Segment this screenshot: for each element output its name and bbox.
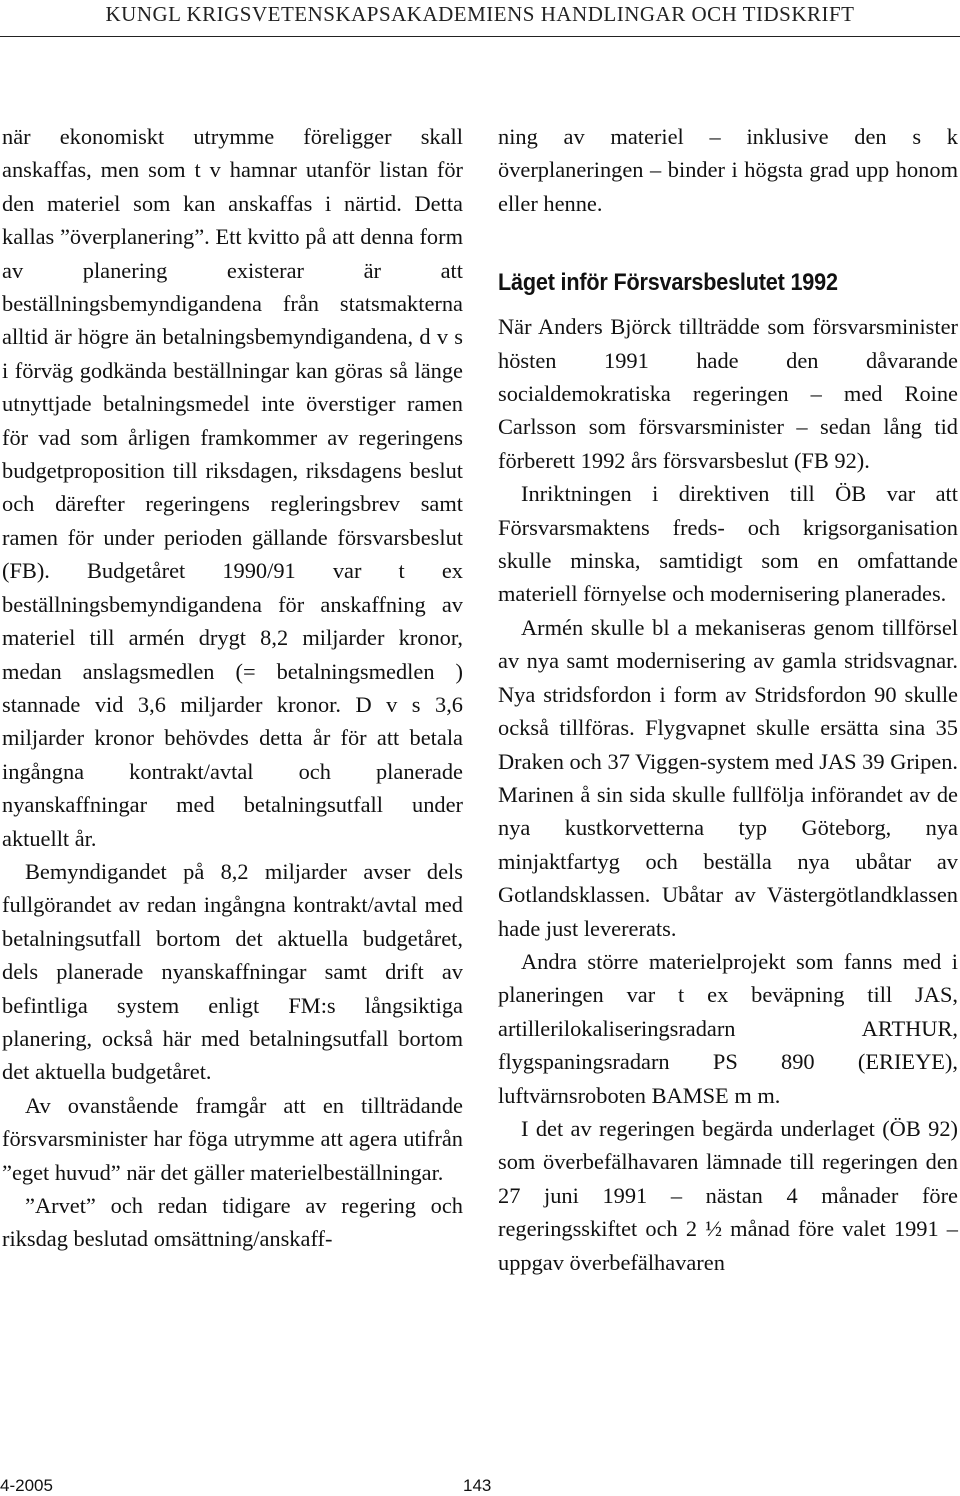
body-paragraph: ning av materiel – inklusive den s k överplaneringen – binder i högsta grad upp honom eller henne.	[498, 124, 958, 216]
right-column	[498, 120, 958, 1279]
body-paragraph: Armén skulle bl a mekaniseras genom tillförsel av nya samt modernisering av gamla stridsvagnar. Nya stridsfordon i form av Stridsfordon 90 skulle också tillföras. Flygvapnet skulle ersätta sina 35 Draken och 37 Viggen-system med JAS 39 Gripen. Marinen å sin sida skulle fullfölja införandet av de nya kustkorvetterna typ Göteborg, nya minjaktfartyg och beställa nya ubåtar av Gotlandsklassen. Ubåtar av Västergötlandklassen hade just levererats.	[498, 614, 958, 941]
body-paragraph: Andra större materielprojekt som fanns med i planeringen var t ex beväpning till JAS, artillerilokaliseringsradarn ARTHUR, flygspaningsradarn PS 890 (ERIEYE), luftvärnsroboten BAMSE m m.	[498, 948, 958, 1108]
body-paragraph: när ekonomiskt utrymme föreligger skall anskaffas, men som t v hamnar utanför listan för den materiel som kan anskaffas i närtid. Detta kallas ”överplanering”. Ett kvitto på att denna form av planering existerar är att beställningsbemyndigandena från statsmakterna alltid är högre än betalningsbemyndigandena, d v s i förväg godkända beställningar kan göras så länge utnyttjade betalningsmedel inte överstiger ramen för vad som årligen framkommer av regeringens budgetproposition till riksdagen, riksdagens beslut och därefter regeringens regleringsbrev samt ramen för under perioden gällande försvarsbeslut (FB). Budgetåret 1990/91 var t ex beställningsbemyndigandena för anskaffning av materiel till armén drygt 8,2 miljarder kronor, medan anslagsmedlen (= betalningsmedlen ) stannade vid 3,6 miljarder kronor. D v s 3,6 miljarder kronor behövdes detta år för att betala ingångna kontrakt/avtal och planerade nyanskaffningar med betalningsutfall under aktuellt år.	[2, 124, 463, 851]
body-paragraph: Bemyndigandet på 8,2 miljarder avser dels fullgörandet av redan ingångna kontrakt/avtal med betalningsutfall bortom det aktuella budgetåret, dels planerade nyanskaffningar samt drift av befintliga system enligt FM:s långsiktiga planering, också här med betalningsutfall bortom det aktuella budgetåret.	[2, 858, 463, 1085]
body-paragraph: Av ovanstående framgår att en tillträdande försvarsminister har föga utrymme att agera utifrån ”eget huvud” när det gäller materielbeställningar.	[2, 1092, 463, 1185]
body-paragraph: När Anders Björck tillträdde som försvarsminister hösten 1991 hade den dåvarande socialdemokratiska regeringen – med Roine Carlsson som försvarsminister – sedan lång tid förberett 1992 års försvarsbeslut (FB 92).	[498, 314, 958, 473]
footer-issue: 4-2005	[0, 1476, 53, 1495]
header-rule	[0, 36, 960, 37]
section-heading: Läget inför Försvarsbeslutet 1992	[498, 269, 838, 297]
left-column	[2, 120, 463, 1256]
body-paragraph: ”Arvet” och redan tidigare av regering och riksdag beslutad omsättning/anskaff-	[2, 1193, 463, 1252]
running-header: KUNGL KRIGSVETENSKAPSAKADEMIENS HANDLINGAR OCH TIDSKRIFT	[105, 2, 855, 26]
body-paragraph: I det av regeringen begärda underlaget (ÖB 92) som överbefälhavaren lämnade till regeringen den 27 juni 1991 – nästan 4 månader före regeringsskiftet och 2 ½ månad före valet 1991 – uppgav överbefälhavaren	[498, 1115, 958, 1275]
page-number: 143	[463, 1476, 492, 1495]
body-paragraph: Inriktningen i direktiven till ÖB var att Försvarsmaktens freds- och krigsorganisation skulle minska, samtidigt som en omfattande materiell förnyelse och modernisering planerades.	[498, 481, 958, 607]
